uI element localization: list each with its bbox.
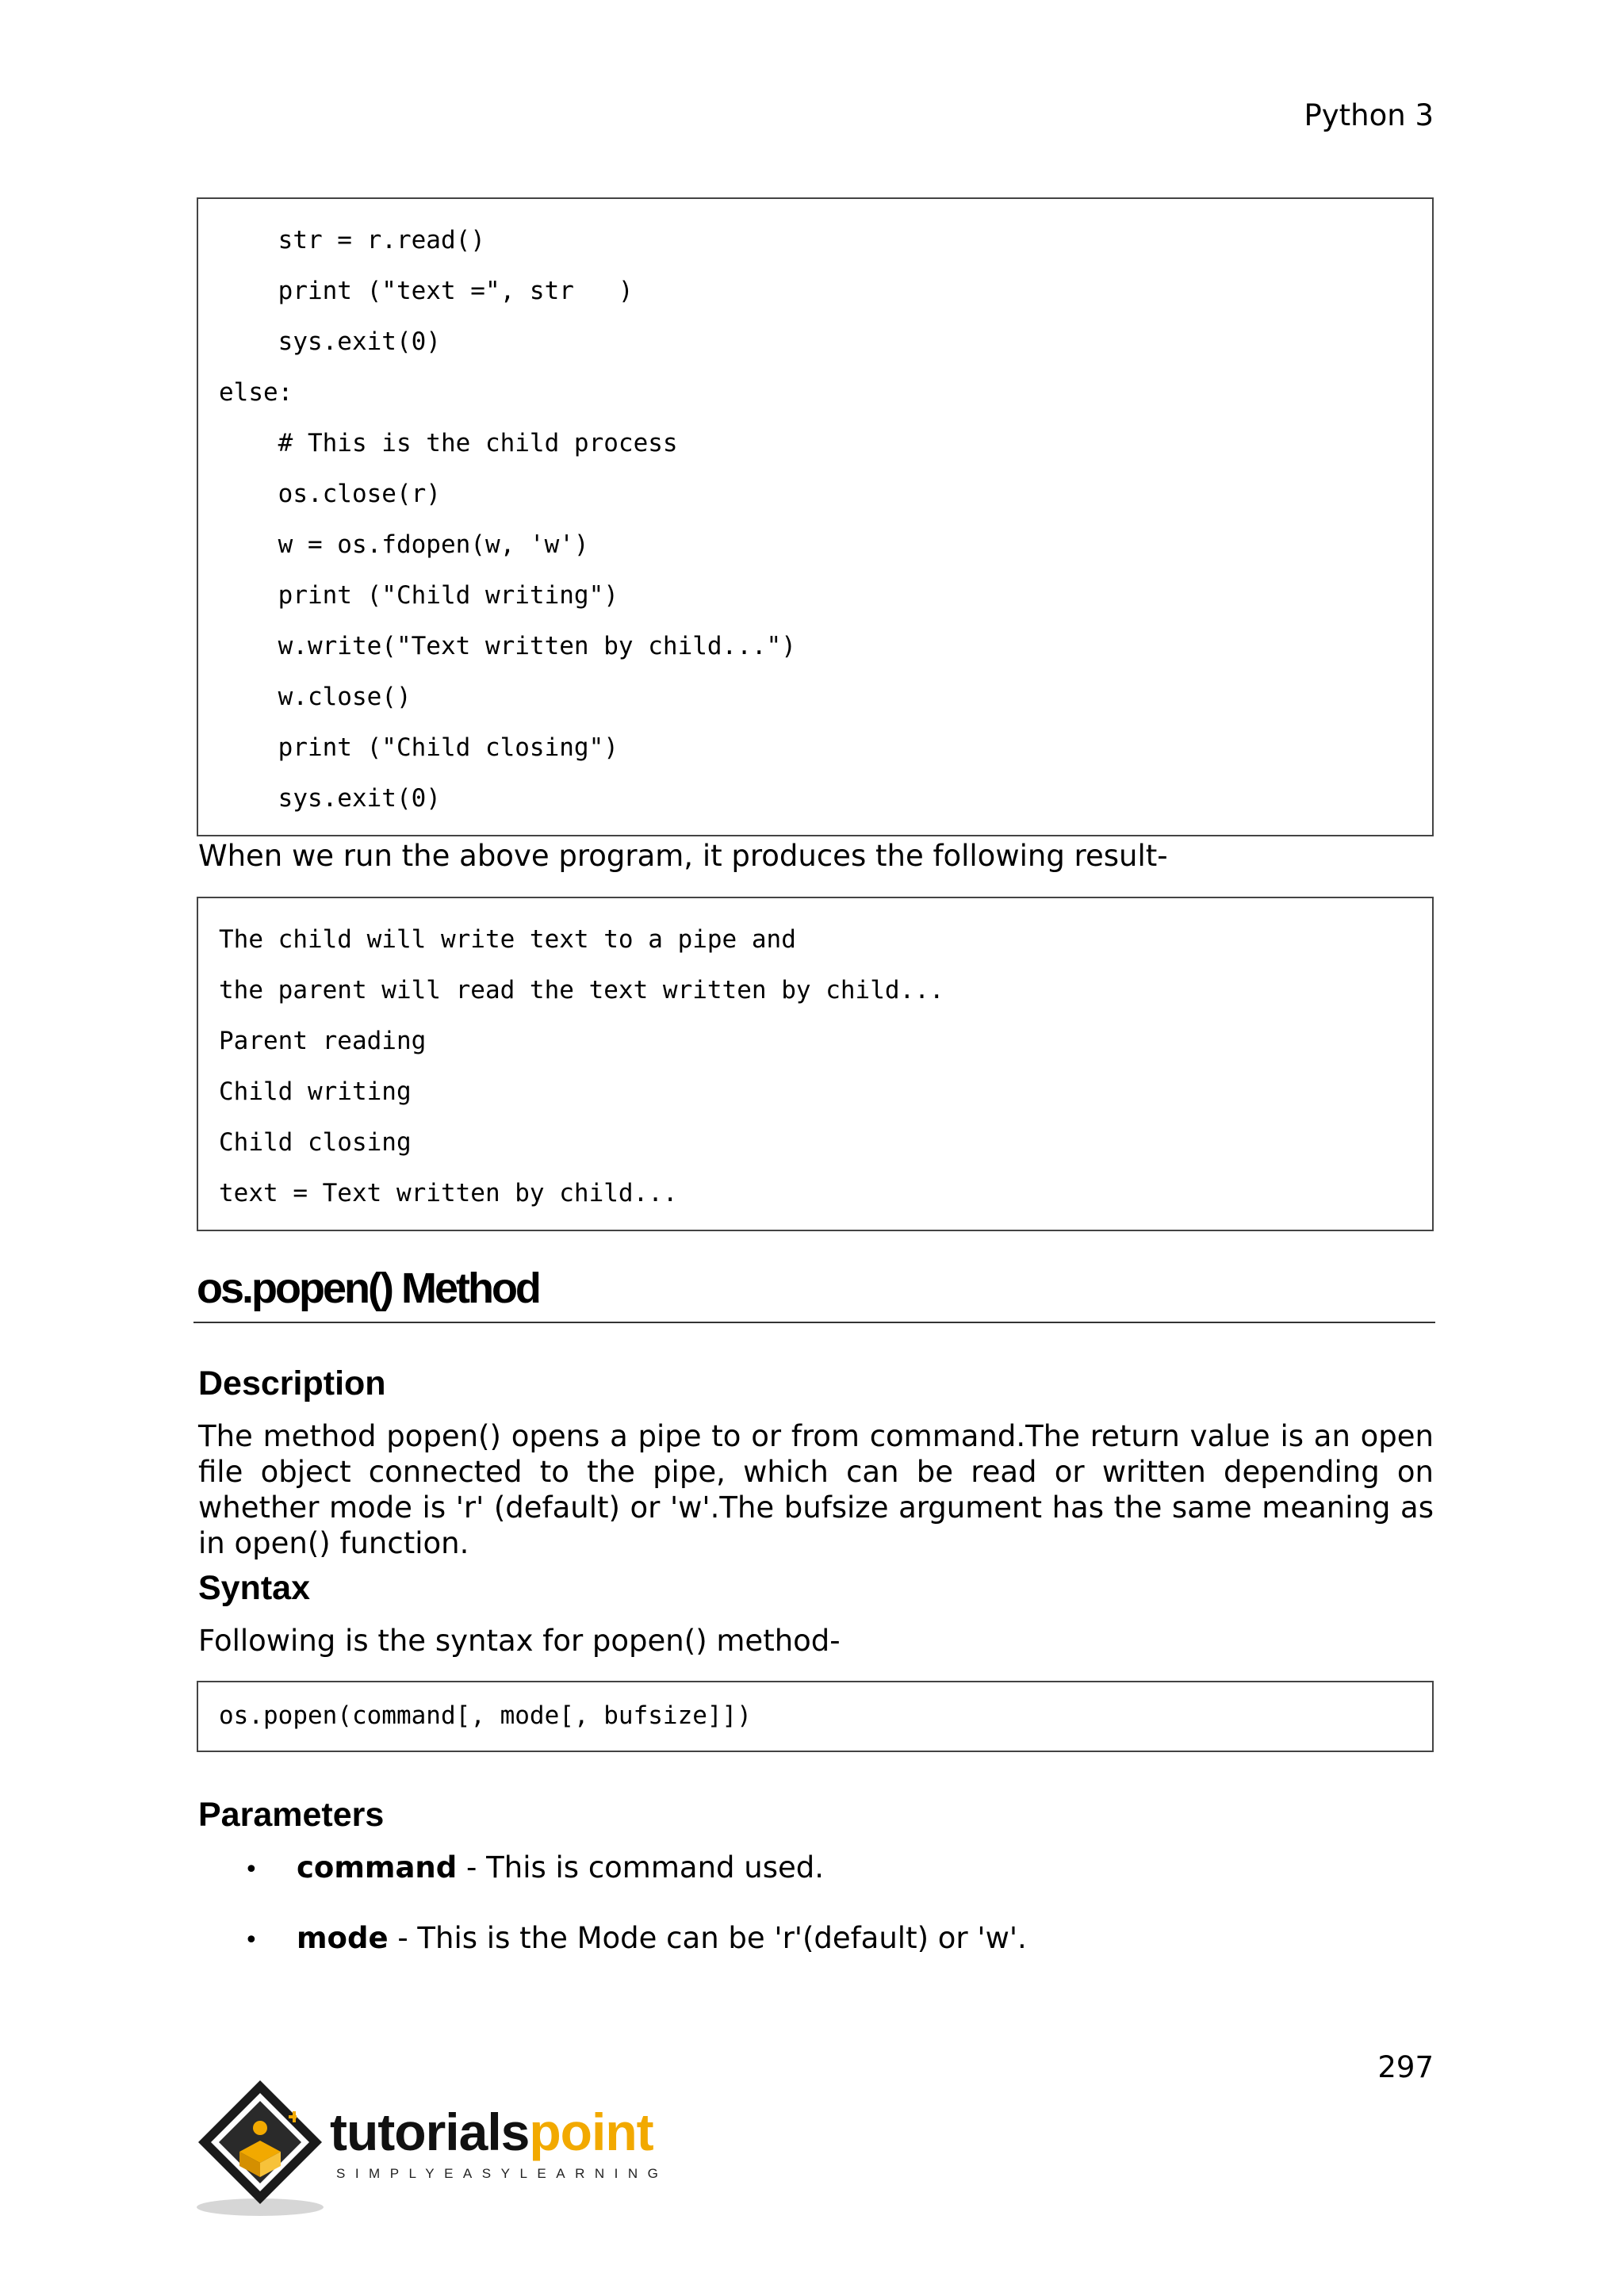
code-line: os.close(r) bbox=[219, 480, 441, 508]
code-line: else: bbox=[219, 378, 293, 407]
code-line: w.close() bbox=[219, 683, 412, 711]
parameter-name: command bbox=[297, 1850, 458, 1885]
output-line: Parent reading bbox=[219, 1027, 427, 1055]
code-line: sys.exit(0) bbox=[219, 327, 441, 356]
code-line: print ("text =", str ) bbox=[219, 277, 634, 305]
code-line: print ("Child closing") bbox=[219, 733, 619, 762]
code-line: str = r.read() bbox=[219, 226, 485, 254]
logo-word-tutorials: tutorials bbox=[330, 2103, 530, 2161]
description-heading: Description bbox=[198, 1364, 386, 1402]
output-line: the parent will read the text written by child... bbox=[219, 976, 944, 1004]
syntax-heading: Syntax bbox=[198, 1569, 311, 1607]
logo-wordmark bbox=[330, 2104, 653, 2160]
bullet-icon: • bbox=[244, 1927, 259, 1954]
parameters-heading: Parameters bbox=[198, 1796, 385, 1834]
code-block bbox=[197, 197, 1434, 836]
code-line: w.write("Text written by child...") bbox=[219, 632, 796, 660]
parameter-description: - This is the Mode can be 'r'(default) or 'w'. bbox=[388, 1921, 1027, 1955]
page-number: 297 bbox=[1377, 2050, 1434, 2084]
tutorialspoint-logo bbox=[195, 2076, 687, 2218]
syntax-code-line: os.popen(command[, mode[, bufsize]]) bbox=[219, 1701, 752, 1730]
logo-tagline: SIMPLYEASYLEARNING bbox=[336, 2166, 668, 2181]
code-line: w = os.fdopen(w, 'w') bbox=[219, 530, 589, 559]
logo-word-point: point bbox=[529, 2103, 653, 2161]
bullet-icon: • bbox=[244, 1856, 259, 1884]
parameter-item bbox=[244, 1919, 1027, 1960]
parameter-item bbox=[244, 1849, 824, 1889]
section-divider bbox=[193, 1322, 1435, 1323]
result-intro: When we run the above program, it produces the following result- bbox=[198, 839, 1168, 873]
parameter-description: - This is command used. bbox=[457, 1850, 825, 1885]
parameter-name: mode bbox=[297, 1921, 389, 1955]
logo-diamond-icon bbox=[195, 2076, 330, 2218]
code-line: print ("Child writing") bbox=[219, 581, 619, 610]
running-header: Python 3 bbox=[1304, 98, 1434, 132]
output-line: Child closing bbox=[219, 1128, 412, 1157]
syntax-code-block bbox=[197, 1681, 1434, 1752]
syntax-intro: Following is the syntax for popen() method- bbox=[198, 1624, 841, 1658]
section-title: os.popen() Method bbox=[197, 1265, 539, 1312]
output-block bbox=[197, 897, 1434, 1231]
code-line: sys.exit(0) bbox=[219, 784, 441, 813]
description-text: The method popen() opens a pipe to or from command.The return value is an open file object connected to the pipe, which can be read or written depending on whether mode is 'r' (default) or 'w'.The bufsize argument has the same meaning as in open() function. bbox=[198, 1419, 1434, 1560]
output-line: text = Text written by child... bbox=[219, 1179, 678, 1207]
output-line: Child writing bbox=[219, 1077, 412, 1106]
output-line: The child will write text to a pipe and bbox=[219, 925, 796, 954]
code-line: # This is the child process bbox=[219, 429, 678, 457]
